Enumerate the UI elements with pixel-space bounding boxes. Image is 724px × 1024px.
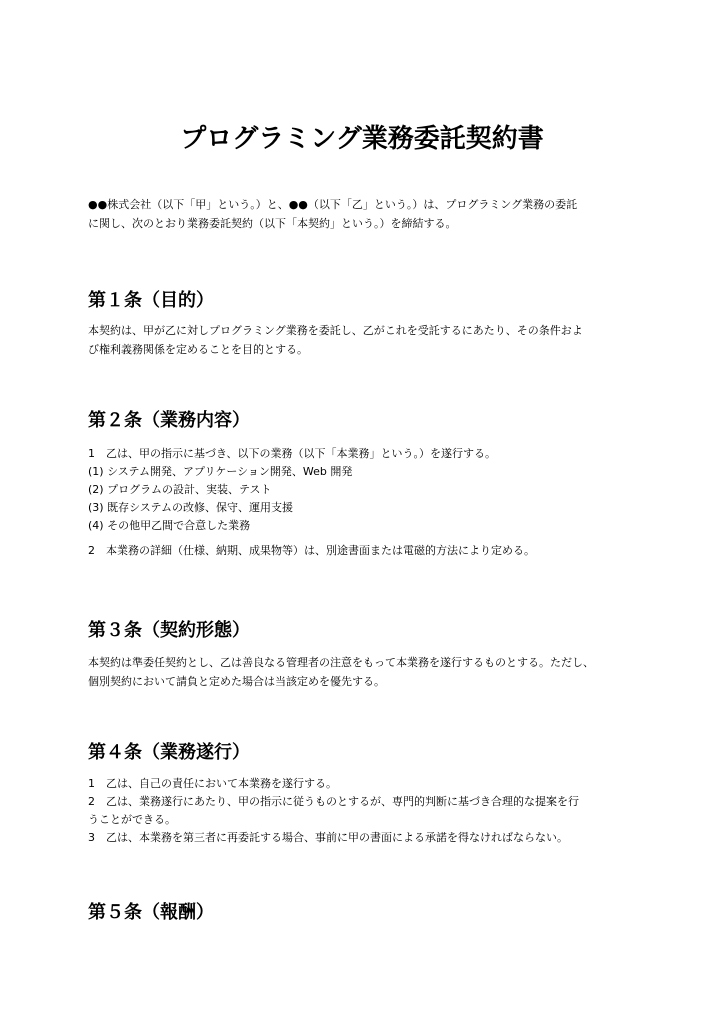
article-4-line: 1 乙は、自己の責任において本業務を遂行する。 xyxy=(88,777,337,790)
article-1-line: び権利義務関係を定めることを目的とする。 xyxy=(88,343,308,356)
article-2-line: (3) 既存システムの改修、保守、運用支援 xyxy=(88,501,293,514)
article-2-heading: 第２条（業務内容） xyxy=(88,410,250,431)
article-1-body xyxy=(88,321,648,359)
article-3-body xyxy=(88,653,648,691)
article-2-line: (4) その他甲乙間で合意した業務 xyxy=(88,519,251,532)
article-2-clause-2 xyxy=(88,541,648,560)
article-3-line: 個別契約において請負と定めた場合は当該定めを優先する。 xyxy=(88,675,385,688)
article-1-line: 本契約は、甲が乙に対しプログラミング業務を委託し、乙がこれを受託するにあたり、その条件およ xyxy=(88,324,583,337)
article-3-heading: 第３条（契約形態） xyxy=(88,620,250,641)
intro-line: に関し、次のとおり業務委託契約（以下「本契約」という。）を締結する。 xyxy=(88,217,457,230)
article-2-line: (1) システム開発、アプリケーション開発、Web 開発 xyxy=(88,465,353,478)
article-4-line: 2 乙は、業務遂行にあたり、甲の指示に従うものとするが、専門的判断に基づき合理的な提案を行 xyxy=(88,795,579,808)
article-4-line: うことができる。 xyxy=(88,813,176,826)
article-4-heading: 第４条（業務遂行） xyxy=(88,742,250,763)
article-2-line: 2 本業務の詳細（仕様、納期、成果物等）は、別途書面または電磁的方法により定める。 xyxy=(88,544,535,557)
intro-paragraph xyxy=(88,195,648,233)
article-2-body xyxy=(88,445,648,535)
article-2-line: (2) プログラムの設計、実装、テスト xyxy=(88,483,272,496)
article-4-body xyxy=(88,775,648,847)
article-1-heading: 第１条（目的） xyxy=(88,290,214,311)
document-title: プログラミング業務委託契約書 xyxy=(180,124,544,154)
article-3-line: 本契約は準委任契約とし、乙は善良なる管理者の注意をもって本業務を遂行するものとする。ただし、 xyxy=(88,656,594,669)
intro-line: ●●株式会社（以下「甲」という。）と、●●（以下「乙」という。）は、プログラミング業務の委託 xyxy=(88,198,578,211)
article-2-line: 1 乙は、甲の指示に基づき、以下の業務（以下「本業務」という。）を遂行する。 xyxy=(88,447,497,460)
article-5-heading: 第５条（報酬） xyxy=(88,902,214,923)
article-4-line: 3 乙は、本業務を第三者に再委託する場合、事前に甲の書面による承諾を得なければならない。 xyxy=(88,831,568,844)
